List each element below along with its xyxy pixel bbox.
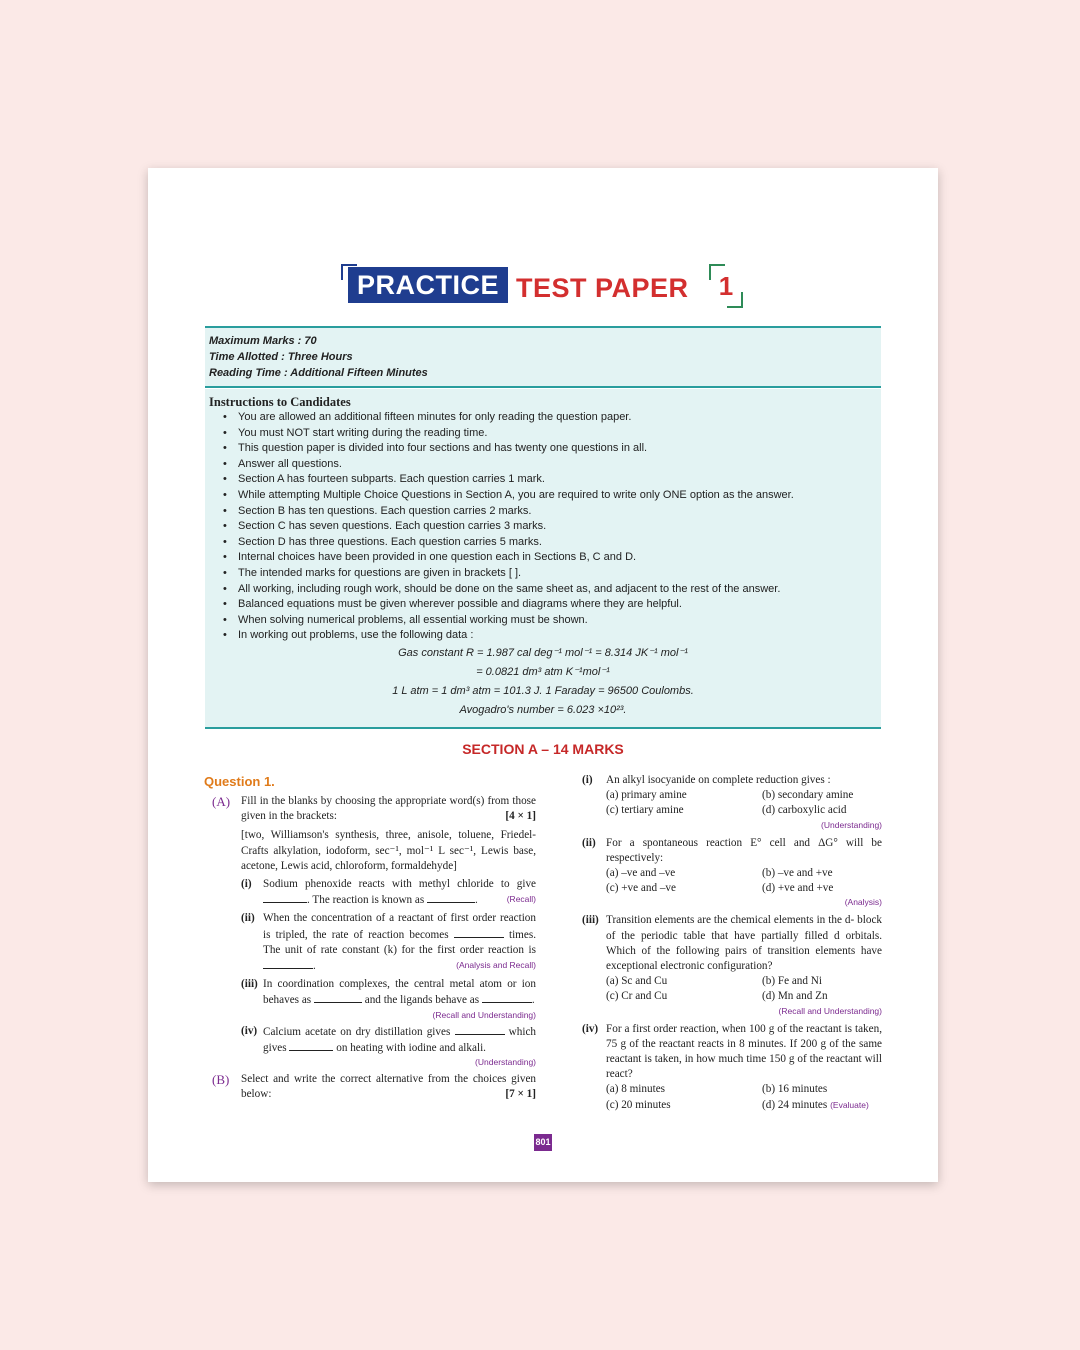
gas-constant-line: Gas constant R = 1.987 cal deg⁻¹ mol⁻¹ = 8.314 JK⁻¹ mol⁻¹ [398, 646, 688, 659]
part-a-marks: [4 × 1] [505, 810, 536, 823]
part-a-label: (A) [212, 794, 231, 809]
answer-blank [263, 892, 307, 903]
part-a [204, 794, 536, 1068]
mcq-i: (i) An alkyl isocyanide on complete reduction gives : (a) primary amine (b) secondary amine (c) tertiary amine (d) carboxylic acid (Understanding) [584, 773, 882, 831]
paper-number: 1 [718, 271, 734, 301]
max-marks: Maximum Marks : 70 [209, 335, 317, 347]
instruction-item: • Section B has ten questions. Each question carries 2 marks. [238, 504, 877, 520]
instruction-item: • Internal choices have been provided in one question each in Sections B, C and D. [238, 550, 877, 566]
option-d: (d) Mn and Zn [762, 990, 828, 1003]
skill-tag: (Understanding) [475, 1057, 536, 1068]
section-a-title: SECTION A – 14 MARKS [462, 741, 624, 757]
paper-number-box [709, 264, 743, 308]
skill-tag: (Evaluate) [830, 1099, 869, 1110]
skill-tag: (Recall and Understanding) [778, 1005, 882, 1016]
mcq-options [606, 788, 882, 818]
part-b-text: Select and write the correct alternative from the choices given below: [241, 1073, 536, 1101]
title-test-paper: TEST PAPER [516, 273, 689, 303]
question-heading: Question 1. [204, 774, 275, 789]
mcq-options [606, 1082, 882, 1112]
part-b-marks: [7 × 1] [505, 1088, 536, 1101]
answer-blank [289, 1040, 333, 1051]
skill-tag: (Understanding) [821, 819, 882, 830]
word-choices: [two, Williamson's synthesis, three, anisole, toluene, Friedel-Crafts alkylation, iodoform, sec⁻¹, mol⁻¹ L sec⁻¹, Lewis base, acetone, Lewis acid, chloroform, formaldehyde] [241, 829, 536, 872]
mcq-options [606, 974, 882, 1004]
right-column [584, 768, 882, 1113]
instruction-item: • Section C has seven questions. Each question carries 3 marks. [238, 519, 877, 535]
instruction-item: • While attempting Multiple Choice Questions in Section A, you are required to write only ONE option as the answer. [238, 488, 877, 504]
fill-blank-i: (i) Sodium phenoxide reacts with methyl chloride to give . The reaction is known as . (Recall) [241, 878, 536, 907]
gas-constant-alt: = 0.0821 dm³ atm K⁻¹mol⁻¹ [476, 665, 610, 678]
time-allotted: Time Allotted : Three Hours [209, 351, 353, 363]
instruction-item: • All working, including rough work, should be done on the same sheet as, and adjacent to the rest of the answer. [238, 582, 877, 598]
option-d: (d) carboxylic acid [762, 804, 847, 817]
option-a: (a) Sc and Cu [606, 975, 668, 988]
instruction-item: • Balanced equations must be given wherever possible and diagrams where they are helpful. [238, 597, 877, 613]
option-b: (b) secondary amine [762, 789, 854, 802]
left-column [204, 773, 536, 1102]
instruction-item: • The intended marks for questions are given in brackets [ ]. [238, 566, 877, 582]
answer-blank [314, 992, 362, 1003]
option-b: (b) Fe and Ni [762, 975, 822, 988]
answer-blank [263, 958, 313, 969]
option-c: (c) Cr and Cu [606, 990, 668, 1003]
answer-blank [455, 1024, 505, 1035]
mcq-options [606, 866, 882, 896]
mcq-iii: (iii) Transition elements are the chemical elements in the d- block of the periodic table that have partially filled d orbitals. Which of the following pairs of transition elements have exceptional electronic configuration? (a) Sc and Cu (b) Fe and Ni (c) Cr and Cu (d) Mn and Zn (Recall and Understanding) [584, 913, 882, 1016]
option-d: (d) 24 minutes [762, 1098, 828, 1111]
instruction-item: • Section A has fourteen subparts. Each question carries 1 mark. [238, 472, 877, 488]
exam-info-box [205, 326, 881, 388]
atm-faraday-line: 1 L atm = 1 dm³ atm = 101.3 J. 1 Faraday = 96500 Coulombs. [392, 684, 694, 697]
mcq-ii: (ii) For a spontaneous reaction E° cell and ΔG° will be respectively: (a) –ve and –ve (b) –ve and +ve (c) +ve and –ve (d) +ve and +ve (Analysis) [584, 836, 882, 909]
part-b-label: (B) [212, 1072, 230, 1088]
option-a: (a) 8 minutes [606, 1083, 666, 1096]
option-b: (b) 16 minutes [762, 1083, 828, 1096]
answer-blank [454, 927, 504, 938]
instruction-item: • Answer all questions. [238, 457, 877, 473]
page-number: 801 [534, 1134, 552, 1151]
option-d: (d) +ve and +ve [762, 882, 834, 895]
fill-blank-iv: (iv) Calcium acetate on dry distillation gives which gives on heating with iodine and alkali. (Understanding) [241, 1024, 537, 1068]
option-a: (a) –ve and –ve [606, 867, 676, 880]
instruction-item: • When solving numerical problems, all essential working must be shown. [238, 613, 877, 629]
exam-page [148, 168, 938, 1182]
option-c: (c) tertiary amine [606, 804, 684, 817]
instruction-item: • This question paper is divided into four sections and has twenty one questions in all. [238, 441, 877, 457]
option-b: (b) –ve and +ve [762, 867, 833, 880]
skill-tag: (Analysis) [844, 897, 882, 908]
fill-blank-ii: (ii) When the concentration of a reactant of first order reaction is tripled, the rate of reaction becomes times. The unit of rate constant (k) for the first order reaction is . (Analysis and Recall) [241, 912, 537, 973]
instruction-item: • Section D has three questions. Each question carries 5 marks. [238, 535, 877, 551]
reading-time: Reading Time : Additional Fifteen Minutes [209, 367, 428, 379]
instruction-item: • You are allowed an additional fifteen minutes for only reading the question paper. [238, 410, 877, 426]
instructions-list [209, 410, 877, 644]
answer-blank [482, 992, 532, 1003]
instructions-heading: Instructions to Candidates [209, 395, 351, 409]
skill-tag: (Recall) [506, 894, 536, 905]
answer-blank [427, 892, 475, 903]
fill-blank-iii: (iii) In coordination complexes, the central metal atom or ion behaves as and the ligands behave as . (Recall and Understanding) [241, 978, 536, 1020]
option-c: (c) +ve and –ve [606, 882, 676, 895]
instruction-item: • You must NOT start writing during the reading time. [238, 426, 877, 442]
skill-tag: (Analysis and Recall) [456, 960, 536, 971]
title-practice: PRACTICE [348, 267, 508, 303]
option-c: (c) 20 minutes [606, 1098, 671, 1111]
option-a: (a) primary amine [606, 789, 687, 802]
avogadro-line: Avogadro's number = 6.023 ×10²³. [459, 703, 627, 716]
instruction-item: • In working out problems, use the following data : [238, 628, 877, 644]
part-a-text: Fill in the blanks by choosing the appropriate word(s) from those given in the brackets: [241, 795, 536, 823]
paper-title [341, 264, 751, 312]
instructions-box [205, 389, 881, 729]
mcq-iv: (iv) For a first order reaction, when 100 g of the reactant is taken, 75 g of the reactant reacts in 8 minutes. If 200 g of the same reactant is taken, in how much time 150 g of the reactant will react? (a) 8 minutes (b) 16 minutes (c) 20 minutes (d) 24 minutes (Evaluate) [584, 1022, 882, 1113]
part-b [204, 1072, 536, 1102]
skill-tag: (Recall and Understanding) [432, 1009, 536, 1020]
